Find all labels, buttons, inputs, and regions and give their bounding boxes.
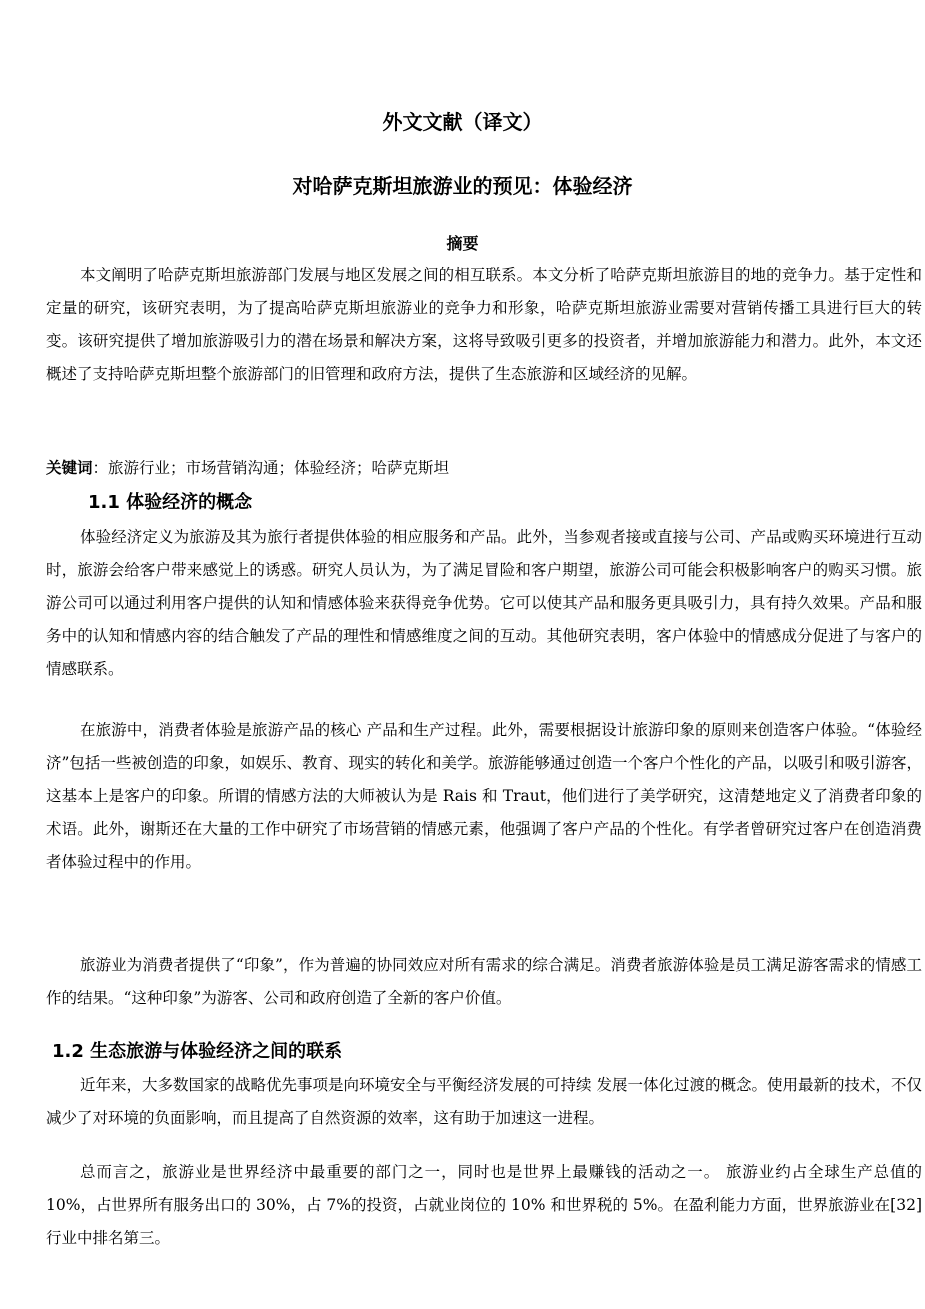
- document-subtitle: 对哈萨克斯坦旅游业的预见：体验经济: [292, 174, 633, 198]
- keywords-label: 关键词: [46, 459, 93, 477]
- abstract-heading: 摘要: [446, 234, 479, 253]
- section-heading-1-1: 1.1 体验经济的概念: [88, 492, 253, 513]
- section1-paragraph-1: 体验经济定义为旅游及其为旅行者提供体验的相应服务和产品。此外，当参观者接或直接与公司、产品或购买环境进行互动时，旅游会给客户带来感觉上的诱惑。研究人员认为，为了满足冒险和客户期望，旅游公司可能会积极影响客户的购买习惯。旅游公司可以通过利用客户提供的认知和情感体验来获得竞争优势。它可以使其产品和服务更具吸引力，具有持久效果。产品和服务中的认知和情感内容的结合触发了产品的理性和情感维度之间的互动。其他研究表明，客户体验中的情感成分促进了与客户的情感联系。: [46, 528, 922, 678]
- keywords-line: [46, 454, 922, 482]
- section2-paragraph-2: 总而言之，旅游业是世界经济中最重要的部门之一，同时也是世界上最赚钱的活动之一。 旅游业约占全球生产总值的 10%，占世界所有服务出口的 30%，占 7%的投资，占就业岗位的 10% 和世界税的 5%。在盈利能力方面，世界旅游业在[32]行业中排名第三。: [46, 1163, 922, 1247]
- section1-paragraph-3: 旅游业为消费者提供了“印象”，作为普遍的协同效应对所有需求的综合满足。消费者旅游体验是员工满足游客需求的情感工作的结果。“这种印象”为游客、公司和政府创造了全新的客户价值。: [46, 956, 922, 1007]
- section1-paragraph-2: 在旅游中，消费者体验是旅游产品的核心 产品和生产过程。此外，需要根据设计旅游印象的原则来创造客户体验。“体验经济”包括一些被创造的印象，如娱乐、教育、现实的转化和美学。旅游能够通过创造一个客户个性化的产品，以吸引和吸引游客，这基本上是客户的印象。所谓的情感方法的大师被认为是 Rais 和 Traut，他们进行了美学研究，这清楚地定义了消费者印象的术语。此外，谢斯还在大量的工作中研究了市场营销的情感元素，他强调了客户产品的个性化。有学者曾研究过客户在创造消费者体验过程中的作用。: [46, 721, 922, 871]
- abstract-paragraph: 本文阐明了哈萨克斯坦旅游部门发展与地区发展之间的相互联系。本文分析了哈萨克斯坦旅游目的地的竞争力。基于定性和定量的研究，该研究表明，为了提高哈萨克斯坦旅游业的竞争力和形象，哈萨克斯坦旅游业需要对营销传播工具进行巨大的转变。该研究提供了增加旅游吸引力的潜在场景和解决方案，这将导致吸引更多的投资者，并增加旅游能力和潜力。此外，本文还概述了支持哈萨克斯坦整个旅游部门的旧管理和政府方法，提供了生态旅游和区域经济的见解。: [46, 266, 922, 383]
- document-title: 外文文献（译文）: [382, 110, 543, 134]
- section-heading-1-2: 1.2 生态旅游与体验经济之间的联系: [52, 1041, 343, 1062]
- keywords-colon: ：: [92, 459, 109, 477]
- keywords-text: 旅游行业；市场营销沟通；体验经济；哈萨克斯坦: [108, 459, 450, 477]
- section2-paragraph-1: 近年来，大多数国家的战略优先事项是向环境安全与平衡经济发展的可持续 发展一体化过渡的概念。使用最新的技术，不仅减少了对环境的负面影响，而且提高了自然资源的效率，这有助于加速这一进程。: [46, 1076, 922, 1127]
